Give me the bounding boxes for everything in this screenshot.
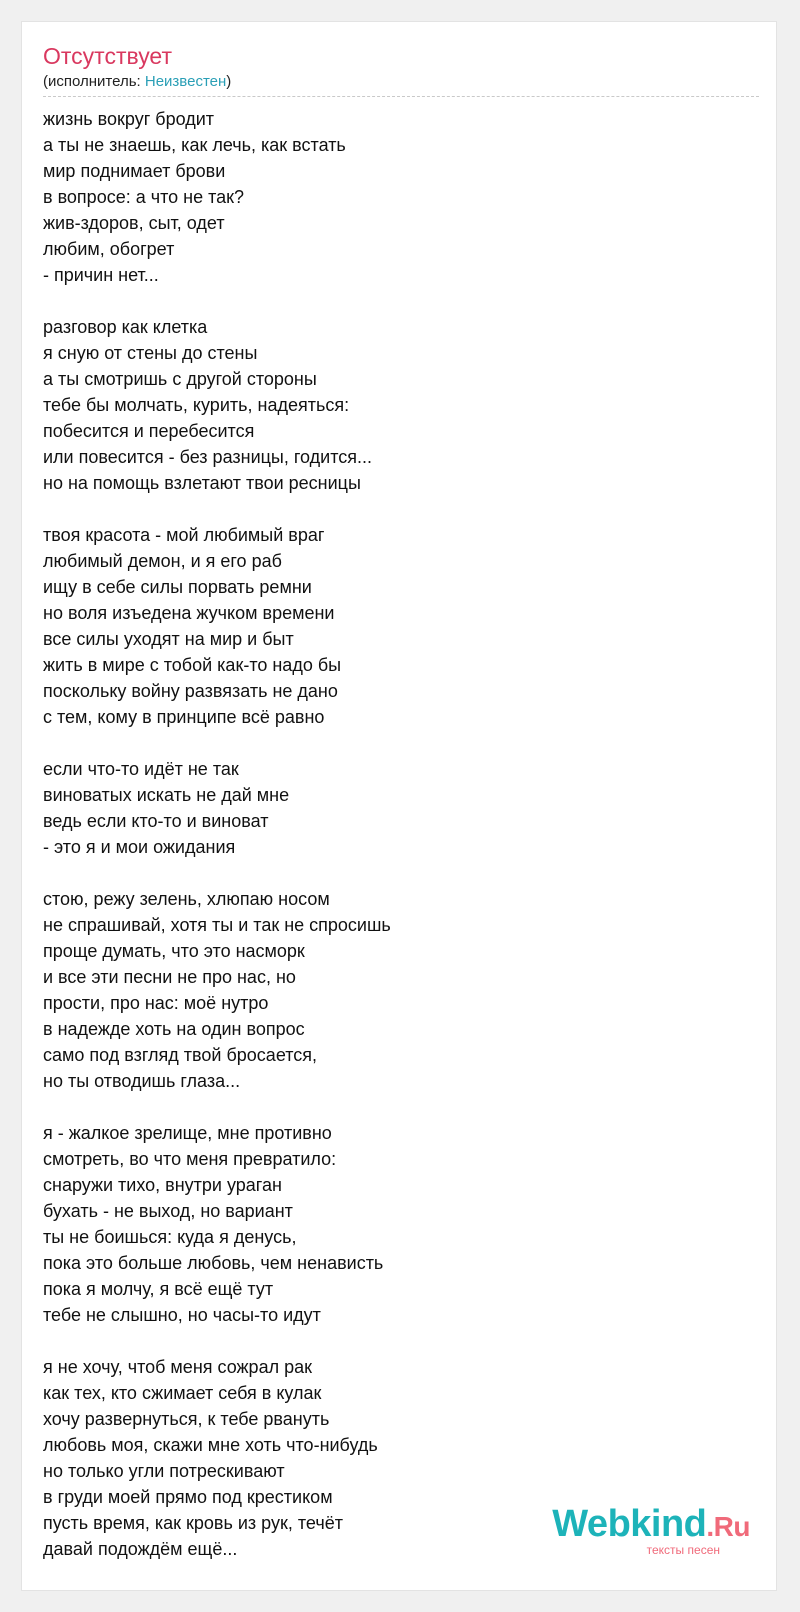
lyrics-stanza	[43, 522, 759, 730]
lyrics-line: но на помощь взлетают твои ресницы	[43, 473, 361, 493]
lyrics-line: само под взгляд твой бросается,	[43, 1045, 318, 1065]
lyrics-line: ищу в себе силы порвать ремни	[43, 577, 312, 597]
lyrics-line: но воля изъедена жучком времени	[43, 603, 335, 623]
lyrics-line: а ты смотришь с другой стороны	[43, 369, 317, 389]
lyrics-line: любимый демон, и я его раб	[43, 551, 282, 571]
logo-main-text: Webkind	[552, 1503, 707, 1545]
lyrics-line: давай подождём ещё...	[43, 1539, 238, 1559]
artist-prefix: (исполнитель:	[43, 73, 145, 90]
lyrics-line: пока это больше любовь, чем ненависть	[43, 1253, 384, 1273]
lyrics-line: любовь моя, скажи мне хоть что-нибудь	[43, 1435, 378, 1455]
logo-tagline: тексты песен	[646, 1543, 720, 1557]
lyrics-line: виноватых искать не дай мне	[43, 785, 290, 805]
lyrics-line: тебе бы молчать, курить, надеяться:	[43, 395, 350, 415]
lyrics-stanza	[43, 756, 759, 860]
lyrics-line: но только угли потрескивают	[43, 1461, 285, 1481]
song-header	[43, 42, 759, 97]
webkind-logo[interactable]	[552, 1505, 750, 1556]
logo-suffix: .Ru	[706, 1511, 750, 1542]
lyrics-line: тебе не слышно, но часы-то идут	[43, 1305, 321, 1325]
lyrics-stanza	[43, 106, 759, 288]
lyrics-line: прости, про нас: моё нутро	[43, 993, 269, 1013]
lyrics-line: а ты не знаешь, как лечь, как встать	[43, 135, 346, 155]
lyrics-line: проще думать, что это насморк	[43, 941, 305, 961]
lyrics-line: ты не боишься: куда я денусь,	[43, 1227, 297, 1247]
lyrics-line: все силы уходят на мир и быт	[43, 629, 294, 649]
lyrics-stanza	[43, 314, 759, 496]
lyrics-line: хочу развернуться, к тебе рвануть	[43, 1409, 330, 1429]
song-title: Отсутствует	[43, 43, 172, 69]
lyrics-line: с тем, кому в принципе всё равно	[43, 707, 325, 727]
lyrics-body	[43, 106, 759, 1562]
lyrics-line: в надежде хоть на один вопрос	[43, 1019, 305, 1039]
artist-suffix: )	[226, 73, 232, 90]
lyrics-line: мир поднимает брови	[43, 161, 226, 181]
lyrics-line: твоя красота - мой любимый враг	[43, 525, 325, 545]
lyrics-line: бухать - не выход, но вариант	[43, 1201, 293, 1221]
logo-wordmark	[552, 1505, 750, 1546]
lyrics-card	[21, 21, 777, 1591]
lyrics-line: жив-здоров, сыт, одет	[43, 213, 225, 233]
lyrics-line: в груди моей прямо под крестиком	[43, 1487, 333, 1507]
artist-link[interactable]: Неизвестен	[144, 73, 227, 90]
lyrics-line: в вопросе: а что не так?	[43, 187, 245, 207]
artist-line	[43, 72, 759, 97]
lyrics-line: смотреть, во что меня превратило:	[43, 1149, 337, 1169]
lyrics-line: поскольку войну развязать не дано	[43, 681, 338, 701]
lyrics-line: но ты отводишь глаза...	[43, 1071, 241, 1091]
lyrics-line: побесится и перебесится	[43, 421, 255, 441]
lyrics-line: ведь если кто-то и виноват	[43, 811, 269, 831]
lyrics-line: жить в мире с тобой как-то надо бы	[43, 655, 342, 675]
lyrics-line: жизнь вокруг бродит	[43, 109, 215, 129]
lyrics-line: любим, обогрет	[43, 239, 175, 259]
lyrics-line: как тех, кто сжимает себя в кулак	[43, 1383, 322, 1403]
lyrics-line: я - жалкое зрелище, мне противно	[43, 1123, 332, 1143]
lyrics-line: я сную от стены до стены	[43, 343, 258, 363]
lyrics-line: стою, режу зелень, хлюпаю носом	[43, 889, 330, 909]
lyrics-line: снаружи тихо, внутри ураган	[43, 1175, 282, 1195]
lyrics-line: не спрашивай, хотя ты и так не спросишь	[43, 915, 391, 935]
lyrics-line: - это я и мои ожидания	[43, 837, 236, 857]
lyrics-line: и все эти песни не про нас, но	[43, 967, 296, 987]
lyrics-line: или повесится - без разницы, годится...	[43, 447, 373, 467]
lyrics-line: если что-то идёт не так	[43, 759, 239, 779]
lyrics-line: разговор как клетка	[43, 317, 208, 337]
lyrics-stanza	[43, 1120, 759, 1328]
lyrics-stanza	[43, 886, 759, 1094]
lyrics-line: - причин нет...	[43, 265, 159, 285]
lyrics-line: пока я молчу, я всё ещё тут	[43, 1279, 274, 1299]
lyrics-line: я не хочу, чтоб меня сожрал рак	[43, 1357, 312, 1377]
lyrics-line: пусть время, как кровь из рук, течёт	[43, 1513, 343, 1533]
